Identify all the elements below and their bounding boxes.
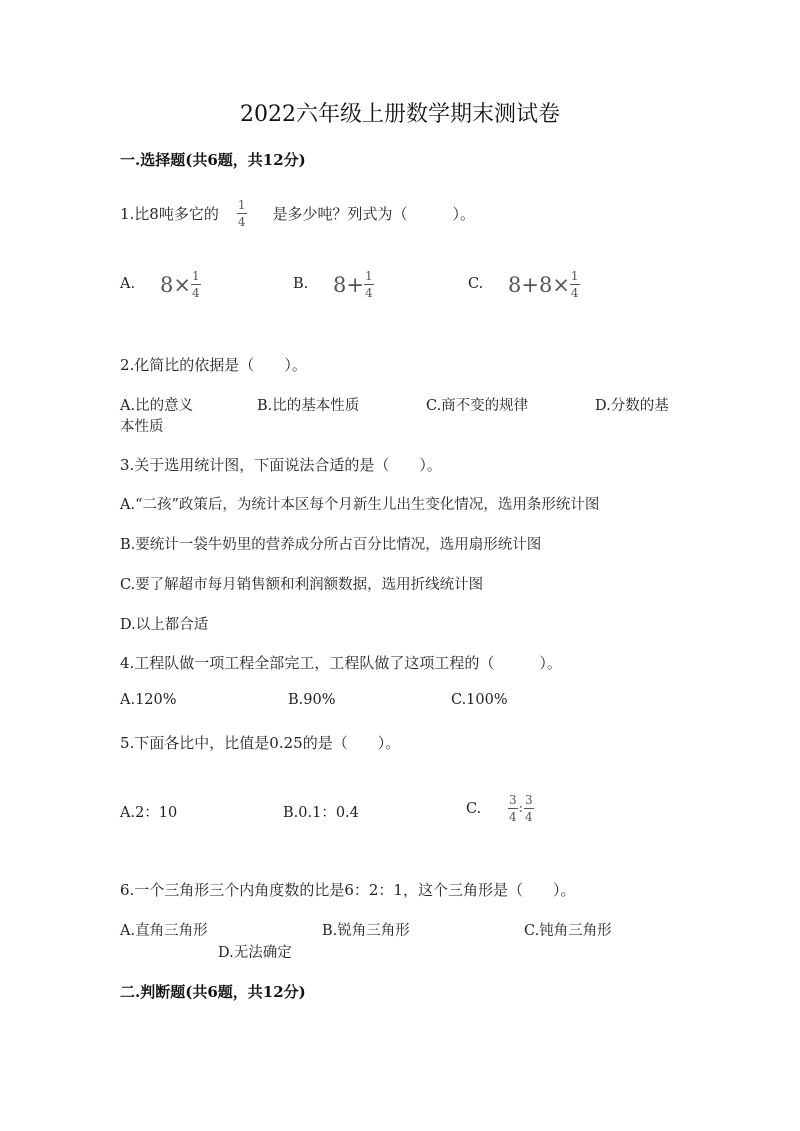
q2-option-b: B.比的基本性质 [257,398,360,414]
numerator: 1 [237,198,246,212]
q1-option-b-label: B. [293,276,309,292]
question-4: 4.工程队做一项工程全部完工，工程队做了这项工程的（ ）。 [120,654,562,672]
q3-option-c: C.要了解超市每月销售额和利润额数据，选用折线统计图 [120,577,484,593]
expression: 8+8× [508,272,570,297]
expression: 8× [160,272,191,297]
denominator: 4 [570,286,579,300]
fraction [237,199,247,228]
q1-option-c-expr [508,270,580,299]
question-3: 3.关于选用统计图，下面说法合适的是（ ）。 [120,456,442,474]
question-1-text-pre: 1.比8吨多它的 [120,205,219,223]
q4-option-a: A.120% [120,692,177,708]
numerator: 3 [525,793,533,807]
numerator: 3 [509,793,517,807]
q1-option-a-expr [160,270,201,299]
q5-option-a: A.2：10 [120,805,178,821]
q1-option-b-expr [333,270,374,299]
section-heading-choice: 一.选择题(共6题，共12分) [120,151,306,169]
q4-option-b: B.90% [288,692,336,708]
q6-option-d: D.无法确定 [218,945,292,961]
question-1 [120,199,475,228]
question-5: 5.下面各比中，比值是0.25的是（ ）。 [120,734,401,752]
q6-option-a: A.直角三角形 [120,923,208,939]
question-2: 2.化简比的依据是（ ）。 [120,356,307,374]
q2-option-a: A.比的意义 [120,398,194,414]
numerator: 1 [364,269,373,283]
q2-option-c: C.商不变的规律 [426,398,529,414]
q2-option-d: D.分数的基 [595,398,669,414]
q3-option-d: D.以上都合适 [120,617,209,633]
denominator: 4 [364,286,373,300]
numerator: 1 [570,269,579,283]
page-title: 2022六年级上册数学期末测试卷 [240,102,560,127]
q3-option-b: B.要统计一袋牛奶里的营养成分所占百分比情况，选用扇形统计图 [120,537,542,553]
q3-option-a: A.“二孩”政策后，为统计本区每个月新生儿出生变化情况，选用条形统计图 [120,497,600,513]
ratio-colon: : [518,801,524,816]
q5-option-c-expr [508,794,534,823]
question-6: 6.一个三角形三个内角度数的比是6：2：1，这个三角形是（ ）。 [120,881,576,899]
q5-option-b: B.0.1：0.4 [283,805,359,821]
q1-option-c-label: C. [468,276,484,292]
q6-option-c: C.钝角三角形 [524,923,612,939]
q6-option-b: B.锐角三角形 [322,923,410,939]
question-1-text-post: 是多少吨？列式为（ ）。 [272,205,476,223]
denominator: 4 [525,810,533,824]
denominator: 4 [509,810,517,824]
q2-option-d-continued: 本性质 [120,419,164,435]
numerator: 1 [191,269,200,283]
q5-option-c-label: C. [466,801,482,817]
q4-option-c: C.100% [451,692,508,708]
q1-option-a-label: A. [120,276,136,292]
section-heading-judgment: 二.判断题(共6题，共12分) [120,983,306,1001]
expression: 8+ [333,272,364,297]
denominator: 4 [237,215,246,229]
denominator: 4 [191,286,200,300]
